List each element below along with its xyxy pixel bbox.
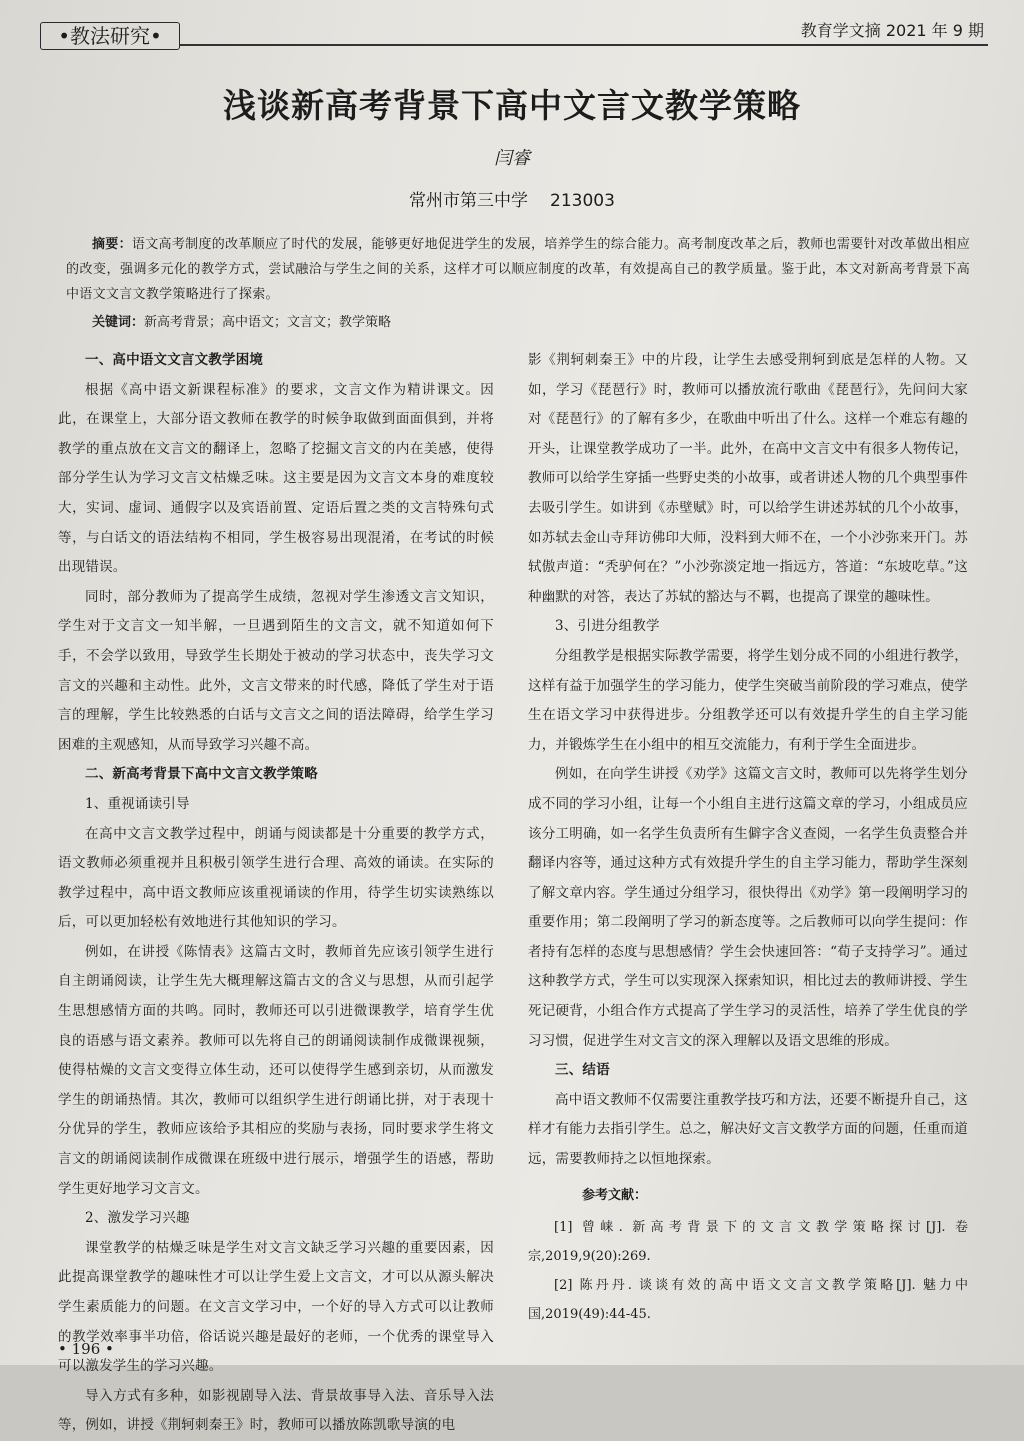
article-author: 闫睿 (494, 148, 530, 169)
paragraph: 课堂教学的枯燥乏味是学生对文言文缺乏学习兴趣的重要因素，因此提高课堂教学的趣味性才可以让学生爱上文言文，才可以从源头解决学生素质能力的问题。在文言文学习中，一个好的导入方式可以让教师的教学效率事半功倍，俗话说兴趣是最好的老师，一个优秀的课堂导入可以激发学生的学习兴趣。 (58, 1239, 494, 1375)
references-title: 参考文献： (582, 1188, 648, 1203)
abstract-text: 语文高考制度的改革顺应了时代的发展，能够更好地促进学生的发展，培养学生的综合能力。高考制度改革之后，教师也需要针对改革做出相应的改变，强调多元化的教学方式，尝试融洽与学生之间的关系，这样才可以顺应制度的改革，有效提高自己的教学质量。鉴于此，本文对新高考背景下高中语文文言文教学策略进行了探索。 (66, 237, 971, 302)
reference-item: [2] 陈丹丹. 谈谈有效的高中语文文言文教学策略[J]. 魅力中国,2019(49):44-45. (528, 1278, 968, 1322)
section-heading: 二、新高考背景下高中文言文教学策略 (85, 766, 318, 783)
left-column (58, 346, 494, 1441)
affiliation-postcode: 213003 (550, 191, 615, 211)
paragraph: 同时，部分教师为了提高学生成绩，忽视对学生渗透文言文知识，学生对于文言文一知半解，一旦遇到陌生的文言文，就不知道如何下手，不会学以致用，导致学生长期处于被动的学习状态中，丧失学习文言文的兴趣和主动性。此外，文言文带来的时代感，降低了学生对于语言的理解，学生比较熟悉的白话与文言文之间的语法障碍，给学生学习困难的主观感知，从而导致学习兴趣不高。 (58, 588, 494, 753)
references (528, 1181, 968, 1329)
abstract (66, 232, 970, 307)
subsection-heading: 1、重视诵读引导 (85, 795, 190, 812)
section-heading: 一、高中语文文言文教学困境 (85, 352, 264, 368)
paragraph: 影《荆轲刺秦王》中的片段，让学生去感受荆轲到底是怎样的人物。又如，学习《琵琶行》时，教师可以播放流行歌曲《琵琶行》，先问问大家对《琵琶行》的了解有多少，在歌曲中听出了什么。这样一个难忘有趣的开头，让课堂教学成功了一半。此外，在高中文言文中有很多人物传记，教师可以给学生穿插一些野史类的小故事，或者讲述人物的几个典型事件去吸引学生。如讲到《赤壁赋》时，可以给学生讲述苏轼的几个小故事，如苏轼去金山寺拜访佛印大师，没料到大师不在，一个小沙弥来开门。苏轼傲声道：“秃驴何在？”小沙弥淡定地一指远方，答道：“东坡吃草。”这种幽默的对答，表达了苏轼的豁达与不羁，也提高了课堂的趣味性。 (528, 352, 968, 605)
keywords-text: 新高考背景；高中语文；文言文；教学策略 (144, 315, 392, 330)
paragraph: 在高中文言文教学过程中，朗诵与阅读都是十分重要的教学方式，语文教师必须重视并且积极引领学生进行合理、高效的诵读。在实际的教学过程中，高中语文教师应该重视诵读的作用，待学生切实读熟练以后，可以更加轻松有效地进行其他知识的学习。 (58, 825, 494, 931)
journal-issue: 教育学文摘 2021 年 9 期 (800, 21, 984, 40)
author-affiliation (0, 186, 1024, 211)
section-heading: 三、结语 (555, 1062, 610, 1079)
subsection-heading: 3、引进分组教学 (555, 618, 660, 635)
paragraph: 导入方式有多种，如影视剧导入法、背景故事导入法、音乐导入法等，例如，讲授《荆轲刺秦王》时，教师可以播放陈凯歌导演的电 (58, 1387, 494, 1434)
abstract-label: 摘要： (92, 237, 132, 252)
keywords (92, 310, 391, 335)
paragraph: 根据《高中语文新课程标准》的要求，文言文作为精讲课文。因此，在课堂上，大部分语文教师在教学的时候争取做到面面俱到，并将教学的重点放在文言文的翻译上，忽略了挖掘文言文的内在美感，使得部分学生认为学习文言文枯燥乏味。这主要是因为文言文本身的难度较大，实词、虚词、通假字以及宾语前置、定语后置之类的文言特殊句式等，与白话文的语法结构不相同，学生极容易出现混淆，在考试的时候出现错误。 (58, 381, 494, 576)
paragraph: 例如，在讲授《陈情表》这篇古文时，教师首先应该引领学生进行自主朗诵阅读，让学生先大概理解这篇古文的含义与思想，从而引起学生思想感情方面的共鸣。同时，教师还可以引进微课教学，培育学生优良的语感与语文素养。教师可以先将自己的朗诵阅读制作成微课视频，使得枯燥的文言文变得立体生动，还可以使得学生感到亲切，从而激发学生的朗诵热情。其次，教师可以组织学生进行朗诵比拼，对于表现十分优异的学生，教师应该给予其相应的奖励与表扬，同时要求学生将文言文的朗诵阅读制作成微课在班级中进行展示，增强学生的语感，帮助学生更好地学习文言文。 (58, 943, 494, 1197)
article-title: 浅谈新高考背景下高中文言文教学策略 (223, 86, 801, 125)
paragraph: 高中语文教师不仅需要注重教学技巧和方法，还要不断提升自己，这样才有能力去指引学生。总之，解决好文言文教学方面的问题，任重而道远，需要教师持之以恒地探索。 (528, 1091, 968, 1168)
paragraph: 例如，在向学生讲授《劝学》这篇文言文时，教师可以先将学生划分成不同的学习小组，让每一个小组自主进行这篇文章的学习，小组成员应该分工明确，如一名学生负责所有生僻字含义查阅，一名学生负责整合并翻译内容等，通过这种方式有效提升学生的自主学习能力，帮助学生深刻了解文章内容。学生通过分组学习，很快得出《劝学》第一段阐明学习的重要作用；第二段阐明了学习的新态度等。之后教师可以向学生提问：作者持有怎样的态度与思想感情？学生会快速回答：“荀子支持学习”。通过这种教学方式，学生可以实现深入探索知识，相比过去的教师讲授、学生死记硬背，小组合作方式提高了学生学习的灵活性，培养了学生优良的学习习惯，促进学生对文言文的深入理解以及语文思维的形成。 (528, 766, 968, 1049)
paragraph: 分组教学是根据实际教学需要，将学生划分成不同的小组进行教学，这样有益于加强学生的学习能力，使学生突破当前阶段的学习难点，使学生在语文学习中获得进步。分组教学还可以有效提升学生的自主学习能力，并锻炼学生在小组中的相互交流能力，有利于学生全面进步。 (528, 647, 968, 753)
header-rule (180, 44, 988, 46)
keywords-label: 关键词： (92, 315, 145, 330)
section-tag: •教法研究• (40, 22, 180, 50)
page-number: • 196 • (58, 1340, 114, 1358)
affiliation-school: 常州市第三中学 (409, 191, 529, 211)
subsection-heading: 2、激发学习兴趣 (85, 1210, 190, 1227)
right-column (528, 346, 968, 1175)
reference-item: [1] 曾崃. 新高考背景下的文言文教学策略探讨[J]. 卷宗,2019,9(20):269. (528, 1220, 968, 1264)
